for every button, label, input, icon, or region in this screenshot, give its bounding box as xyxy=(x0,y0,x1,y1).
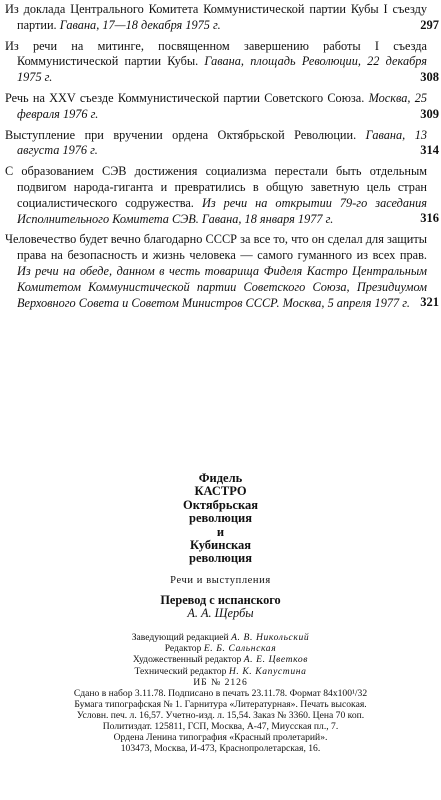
toc-entry-text xyxy=(5,2,427,34)
staff-role: Заведующий редакцией xyxy=(131,631,229,643)
toc-entry-title: Из доклада Центрального Комитета Коммунистической партии Кубы I съезду партии. xyxy=(5,2,427,32)
author-first-name: Фидель xyxy=(198,471,243,485)
ib-number: ИБ № 2126 xyxy=(193,677,248,689)
staff-name: А. В. Никольский xyxy=(231,631,310,643)
book-genre: Речи и выступления xyxy=(170,574,271,586)
toc-entry-text xyxy=(5,91,427,123)
publication-line: Политиздат. 125811, ГСП, Москва, А-47, Миусская пл., 7. xyxy=(102,721,339,733)
editorial-staff xyxy=(0,632,441,688)
staff-role: Редактор xyxy=(164,643,202,655)
staff-line xyxy=(0,632,441,643)
title-line: и xyxy=(216,524,225,539)
toc-entry xyxy=(5,39,439,86)
toc-entry-text xyxy=(5,164,427,227)
staff-line xyxy=(0,666,441,677)
title-line: Октябрьская xyxy=(182,497,259,512)
toc-entry-place-date: Гавана, 13 августа 1976 г. xyxy=(17,127,427,158)
staff-role: Художественный редактор xyxy=(132,654,242,666)
toc-page-number: 297 xyxy=(420,17,439,32)
title-line: революция xyxy=(189,511,252,526)
staff-name: Н. К. Капустина xyxy=(228,665,307,677)
publication-line: 103473, Москва, И-473, Краснопролетарская, 16. xyxy=(120,742,321,754)
toc-entry-place-date: Из речи на обеде, данном в честь товарища Фиделя Кастро Центральным Комитетом Коммунистической партии Советского Союза, Президиумом Верховного Совета и Советом Министров СССР. Москва, 5 апреля 1977 г. xyxy=(17,263,427,310)
toc-page-number: 321 xyxy=(420,295,439,310)
staff-line xyxy=(0,643,441,654)
toc-entry-text xyxy=(5,39,427,86)
toc-entry-title: С образованием СЭВ достижения социализма перестали быть отдельным подвигом народа-гиганта и превратились в общую заветную цель стран социалистического содружества. xyxy=(5,164,427,210)
colophon xyxy=(0,472,441,755)
toc-entry-text xyxy=(5,128,427,160)
toc-entry-place-date: Москва, 25 февраля 1976 г. xyxy=(17,90,428,121)
publication-details xyxy=(0,689,441,754)
publication-line: Сдано в набор 3.11.78. Подписано в печать 23.11.78. Формат 84х100¹/32 xyxy=(73,688,368,700)
author-last-name: КАСТРО xyxy=(194,484,247,499)
toc-entry xyxy=(5,232,439,311)
staff-name: Е. Б. Сальнская xyxy=(203,643,277,655)
toc-entry-place-date: Из речи на открытии 79-го заседания Исполнительного Комитета СЭВ. Гавана, 18 января 1977 г. xyxy=(17,195,428,226)
book-title xyxy=(0,472,441,566)
toc-entry xyxy=(5,0,439,34)
publication-line: Бумага типографская № 1. Гарнитура «Литературная». Печать высокая. xyxy=(74,699,367,711)
toc-page-number: 309 xyxy=(420,106,439,121)
toc-entry-place-date: Гавана, площадь Революции, 22 декабря 1975 г. xyxy=(17,54,427,85)
title-line: революция xyxy=(189,551,252,566)
toc-entry xyxy=(5,164,439,227)
title-line: Кубинская xyxy=(189,538,252,553)
translator-name: А. А. Щербы xyxy=(187,606,254,621)
toc-entry-title: Речь на XXV съезде Коммунистической партии Советского Союза. xyxy=(5,90,365,105)
toc-entry-text xyxy=(5,232,427,311)
translation-label: Перевод с испанского xyxy=(160,592,281,607)
publication-line: Условн. печ. л. 16,57. Учетно-изд. л. 15,54. Заказ № 3360. Цена 70 коп. xyxy=(76,710,365,722)
toc-entry-title: Из речи на митинге, посвященном завершению работы I съезда Коммунистической партии Кубы. xyxy=(5,38,427,69)
staff-role: Технический редактор xyxy=(134,665,227,677)
toc-entry xyxy=(5,91,439,123)
staff-line xyxy=(0,654,441,665)
staff-name: А. Е. Цветков xyxy=(243,654,309,666)
table-of-contents xyxy=(5,0,439,316)
toc-entry xyxy=(5,128,439,160)
toc-page-number: 314 xyxy=(420,143,439,158)
publication-line: Ордена Ленина типография «Красный пролетарий». xyxy=(113,731,328,743)
toc-page-number: 316 xyxy=(420,211,439,226)
toc-entry-title: Человечество будет вечно благодарно СССР за все то, что он сделал для защиты права на безопасность и жизнь человека — самого гуманного из всех прав. xyxy=(5,232,427,263)
toc-page-number: 308 xyxy=(420,69,439,84)
toc-entry-title: Выступление при вручении ордена Октябрьской Революции. xyxy=(5,127,357,142)
toc-entry-place-date: Гавана, 17—18 декабря 1975 г. xyxy=(59,17,221,32)
